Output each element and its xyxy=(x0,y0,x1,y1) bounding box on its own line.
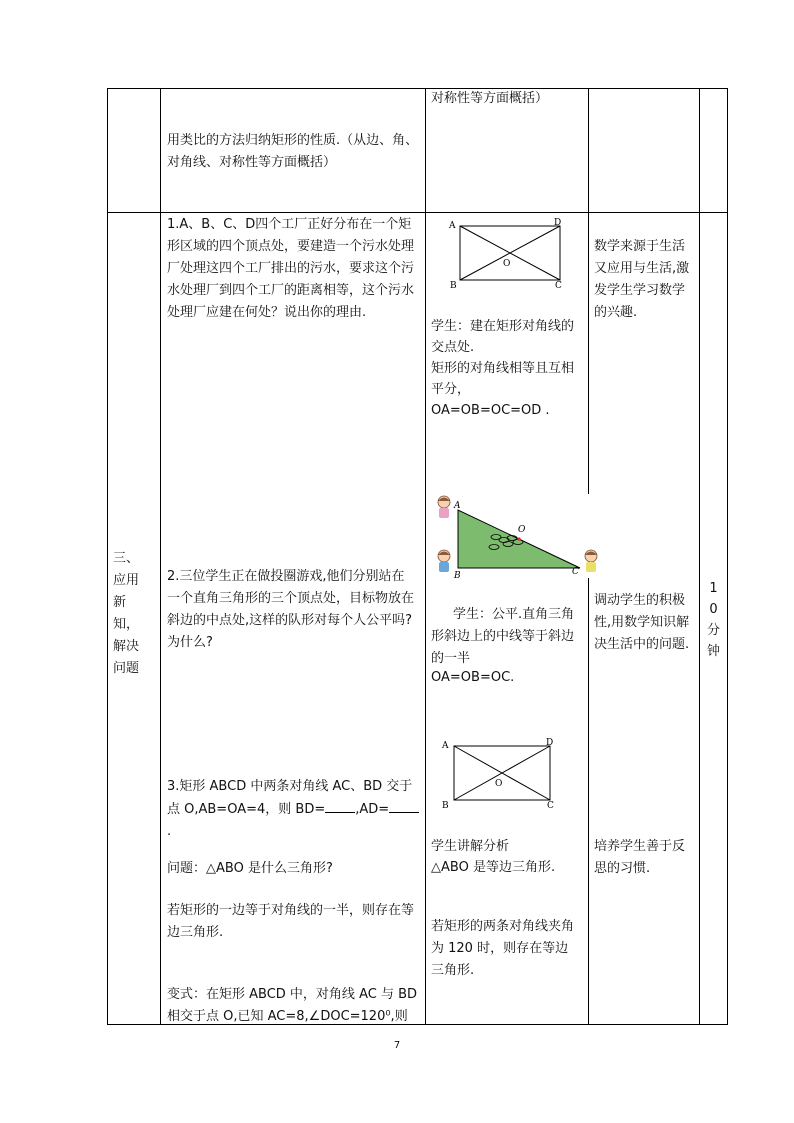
answer-line: 矩形的对角线相等且互相平分， xyxy=(431,361,575,397)
right-triangle-figure xyxy=(432,494,602,584)
blank-ad xyxy=(389,798,419,813)
midpoint-marker xyxy=(517,537,520,540)
problem-3-question: 问题：△ABO 是什么三角形? xyxy=(167,861,333,876)
col-border-2 xyxy=(425,88,426,1025)
problem-2-text: 2.三位学生正在做投圈游戏,他们分别站在一个直角三角形的三个顶点处，目标物放在斜边的中点处,这样的队形对每个人公平吗?为什么? xyxy=(167,569,415,650)
vertex-label-d: D xyxy=(546,738,554,748)
vertex-label-b: B xyxy=(442,801,449,811)
center-label-o: O xyxy=(503,259,511,269)
col-border-3b xyxy=(588,578,589,1025)
problem-3-text-b: ,AD= xyxy=(355,802,390,817)
time-column xyxy=(700,578,727,662)
page-number: 7 xyxy=(393,1040,401,1051)
rectangle-figure-2 xyxy=(430,734,580,814)
triangle-label-c: C xyxy=(572,567,579,577)
student-c-icon xyxy=(585,550,597,572)
answer-line: 学生：建在矩形对角线的交点处. xyxy=(431,319,575,355)
vertex-label-c: C xyxy=(555,281,562,291)
triangle-label-b: B xyxy=(454,571,461,581)
vertex-label-a: A xyxy=(449,221,456,231)
vertex-label-c: C xyxy=(547,801,554,811)
col-border-0 xyxy=(107,88,108,1025)
student-a-icon xyxy=(438,496,450,518)
triangle-label-o: O xyxy=(518,525,526,535)
problem-1-purpose: 数学来源于生活又应用与生活,激发学生学习数学的兴趣. xyxy=(594,239,690,320)
student-b-icon xyxy=(438,550,450,572)
problem-2-answer: 学生：公平.直角三角形斜边上的中线等于斜边的一半 xyxy=(431,607,575,666)
continued-reference-text: 对称性等方面概括） xyxy=(431,91,549,106)
table-top-border xyxy=(107,88,727,89)
rectangle-figure-1 xyxy=(440,214,590,294)
problem-3-note: 若矩形的一边等于对角线的一半，则存在等边三角形. xyxy=(167,903,415,940)
problem-1-text: 1.A、B、C、D四个工厂正好分布在一个矩形区域的四个顶点处，要建造一个污水处理厂处理这四个工厂排出的污水，要求这个污水处理厂到四个工厂的距离相等，这个污水处理厂应建在何处？说出你的理由. xyxy=(167,217,415,320)
blank-bd xyxy=(325,798,355,813)
answer-line: 学生讲解分析 xyxy=(431,839,510,854)
problem-2-answer-eq: OA=OB=OC. xyxy=(431,670,515,685)
answer-line: OA=OB=OC=OD . xyxy=(431,403,550,418)
problem-3-variant: 变式：在矩形 ABCD 中，对角线 AC 与 BD 相交于点 O,已知 AC=8,∠DOC=120⁰,则 xyxy=(167,987,418,1024)
time-char: 1 xyxy=(709,581,718,596)
problem-2-purpose: 调动学生的积极性,用数学知识解决生活中的问题. xyxy=(594,593,690,652)
col-border-5 xyxy=(727,88,728,1025)
problem-3-text xyxy=(167,776,421,843)
triangle-label-a: A xyxy=(454,501,461,511)
vertex-label-d: D xyxy=(554,218,562,228)
problem-3-text-c: . xyxy=(167,824,172,839)
col-border-1 xyxy=(160,88,161,1025)
problem-1-answer xyxy=(431,316,583,421)
problem-3-text-a: 3.矩形 ABCD 中两条对角线 AC、BD 交于点 O,AB=OA=4，则 BD= xyxy=(167,779,413,817)
problem-3-answer-extra: 若矩形的两条对角线夹角为 120 时，则存在等边三角形. xyxy=(431,919,575,978)
time-char: 分 xyxy=(706,623,720,638)
center-label-o: O xyxy=(495,779,503,789)
time-char: 钟 xyxy=(706,644,720,659)
answer-line: △ABO 是等边三角形. xyxy=(431,860,556,875)
problem-3-purpose: 培养学生善于反思的习惯. xyxy=(594,839,686,876)
col-border-4 xyxy=(699,88,700,1025)
section-label: 三、应用新知，解决问题 xyxy=(113,551,140,676)
vertex-label-b: B xyxy=(450,281,457,291)
problem-3-answer xyxy=(431,836,583,878)
vertex-label-a: A xyxy=(442,741,449,751)
time-char: 0 xyxy=(709,602,718,617)
row-divider xyxy=(107,212,727,213)
analogy-summary-text: 用类比的方法归纳矩形的性质.（从边、角、对角线、对称性等方面概括） xyxy=(167,133,419,170)
